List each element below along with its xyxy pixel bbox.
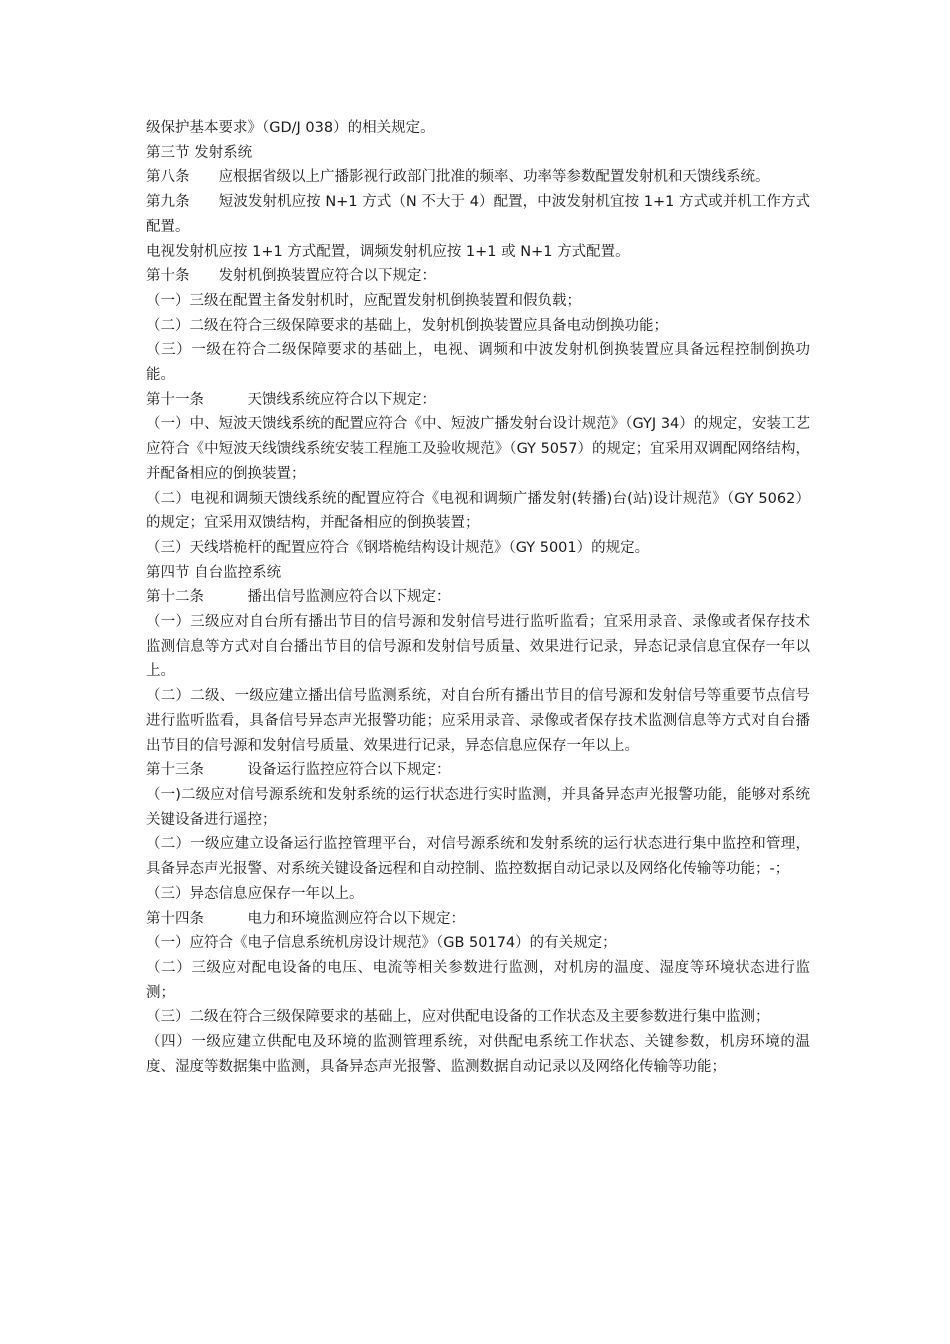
article-14: 第十四条 电力和环境监测应符合以下规定： <box>146 910 465 927</box>
article-14-item-4: （四）一级应建立供配电及环境的监测管理系统，对供配电系统工作状态、关键参数，机房环境的温度、湿度等数据集中监测，具备异态声光报警、监测数据自动记录以及网络化传输等功能； <box>146 1034 810 1075</box>
article-10: 第十条 发射机倒换装置应符合以下规定： <box>146 268 436 285</box>
article-10-item-3: （三）一级在符合二级保障要求的基础上，电视、调频和中波发射机倒换装置应具备远程控制倒换功能。 <box>146 342 810 384</box>
article-11: 第十一条 天馈线系统应符合以下规定： <box>146 391 436 408</box>
article-10-item-1: （一）三级在配置主备发射机时，应配置发射机倒换装置和假负载； <box>146 292 581 309</box>
section-heading-3: 第三节 发射系统 <box>146 144 253 161</box>
article-13: 第十三条 设备运行监控应符合以下规定： <box>146 762 451 779</box>
article-12-item-2: （二）二级、一级应建立播出信号监测系统，对自台所有播出节目的信号源和发射信号等重要节点信号进行监听监看，具备信号异态声光报警功能；应采用录音、录像或者保存技术监测信息等方式对自台播出节目的信号源和发射信号质量、效果进行记录，异态信息应保存一年以上。 <box>146 688 810 754</box>
article-11-item-1: （一）中、短波天馈线系统的配置应符合《中、短波广播发射台设计规范》（GYJ 34）的规定，安装工艺应符合《中短波天线馈线系统安装工程施工及验收规范》（GY 5057）的规定；宜采用双调配网络结构，并配备相应的倒换装置； <box>146 416 810 482</box>
article-10-item-2: （二）二级在符合三级保障要求的基础上，发射机倒换装置应具备电动倒换功能； <box>146 317 668 334</box>
article-13-item-3: （三）异态信息应保存一年以上。 <box>146 885 364 902</box>
paragraph-continuation: 级保护基本要求》（GD/J 038）的相关规定。 <box>146 120 435 136</box>
article-11-item-2: （二）电视和调频天馈线系统的配置应符合《电视和调频广播发射(转播)台(站)设计规范》（GY 5062）的规定；宜采用双馈结构，并配备相应的倒换装置； <box>146 490 810 532</box>
article-14-item-2: （二）三级应对配电设备的电压、电流等相关参数进行监测，对机房的温度、湿度等环境状态进行监测； <box>146 959 810 1001</box>
article-12: 第十二条 播出信号监测应符合以下规定： <box>146 589 451 606</box>
article-14-item-1: （一）应符合《电子信息系统机房设计规范》（GB 50174）的有关规定； <box>146 935 617 952</box>
section-heading-4: 第四节 自台监控系统 <box>146 564 282 581</box>
article-12-item-1: （一）三级应对自台所有播出节目的信号源和发射信号进行监听监看；宜采用录音、录像或者保存技术监测信息等方式对自台播出节目的信号源和发射信号质量、效果进行记录，异态记录信息宜保存一年以上。 <box>146 614 810 680</box>
article-8: 第八条 应根据省级以上广播影视行政部门批准的频率、功率等参数配置发射机和天馈线系统。 <box>146 169 770 186</box>
article-11-item-3: （三）天线塔桅杆的配置应符合《钢塔桅结构设计规范》（GY 5001）的规定。 <box>146 539 650 556</box>
article-14-item-3: （三）二级在符合三级保障要求的基础上，应对供配电设备的工作状态及主要参数进行集中监测； <box>146 1009 770 1026</box>
document-body <box>146 116 810 1079</box>
article-13-item-2: （二）一级应建立设备运行监控管理平台，对信号源系统和发射系统的运行状态进行集中监控和管理，具备异态声光报警、对系统关键设备远程和自动控制、监控数据自动记录以及网络化传输等功能；-； <box>146 836 810 878</box>
article-9: 第九条 短波发射机应按 N+1 方式（N 不大于 4）配置，中波发射机宜按 1+1 方式或并机工作方式配置。 <box>146 194 810 235</box>
article-13-item-1: （一)二级应对信号源系统和发射系统的运行状态进行实时监测，并具备异态声光报警功能，能够对系统关键设备进行遥控； <box>146 786 810 828</box>
article-9-continued: 电视发射机应按 1+1 方式配置，调频发射机应按 1+1 或 N+1 方式配置。 <box>146 243 630 260</box>
